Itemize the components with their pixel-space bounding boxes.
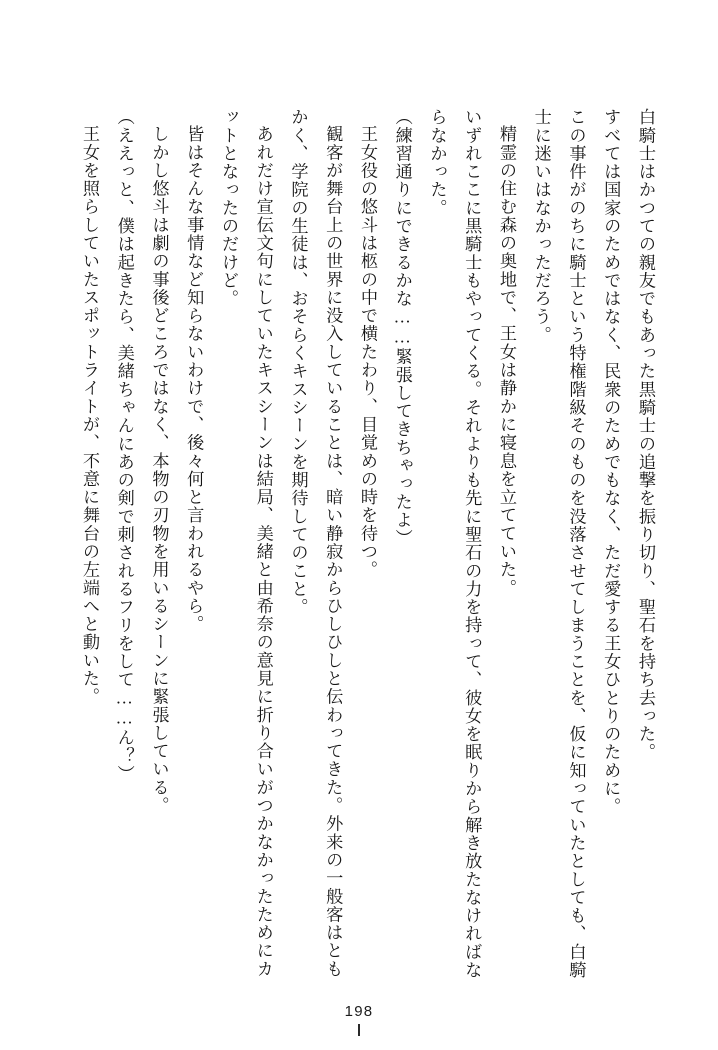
paragraph: （練習通りにできるかな……緊張してきちゃったよ） [392, 108, 412, 548]
paragraph: いずれここに黒騎士もやってくる。それよりも先に聖石の力を持って、彼女を眠りから解き放たなければならなかった。 [427, 108, 482, 980]
paragraph: 白騎士はかつての親友でもあった黒騎士の追撃を振り切り、聖石を持ち去った。 [636, 108, 655, 762]
paragraph: 王女を照らしていたスポットライトが、不意に舞台の左端へと動いた。 [80, 125, 99, 706]
paragraph: この事件がのちに騎士という特権階級そのものを没落させてしまうことを、仮に知っていたとしても、白騎士に迷いはなかっただろう。 [531, 108, 586, 980]
paragraph: しかし悠斗は劇の事後どころではなく、本物の刃物を用いるシーンに緊張している。 [149, 125, 169, 815]
folio-tick-mark [358, 1024, 360, 1036]
paragraph: 皆はそんな事情など知らないわけで、後々何と言われるやら。 [184, 125, 204, 634]
paragraph: 精霊の住む森の奥地で、王女は静かに寝息を立てていた。 [497, 125, 516, 597]
paragraph: （ええっと、僕は起きたら、美緒ちゃんにあの剣で刺されるフリをして……ん？） [114, 108, 134, 784]
vertical-text-body [56, 108, 662, 988]
paragraph: 観客が舞台上の世界に没入していることは、暗い静寂からひしひしと伝わってきた。外来の一般客はともかく、学院の生徒は、おそらくキスシーンを期待してのこと。 [288, 108, 343, 979]
paragraph: 王女役の悠斗は柩の中で横たわり、目覚めの時を待つ。 [358, 125, 377, 579]
paragraph: すべては国家のためではなく、民衆のためでもなく、ただ愛する王女ひとりのために。 [601, 108, 621, 816]
page-number: 198 [344, 1003, 374, 1020]
paragraph: あれだけ宣伝文句にしていたキスシーンは結局、美緒と由希奈の意見に折り合いがつかなかったためにカットとなったのだけど。 [219, 108, 273, 979]
